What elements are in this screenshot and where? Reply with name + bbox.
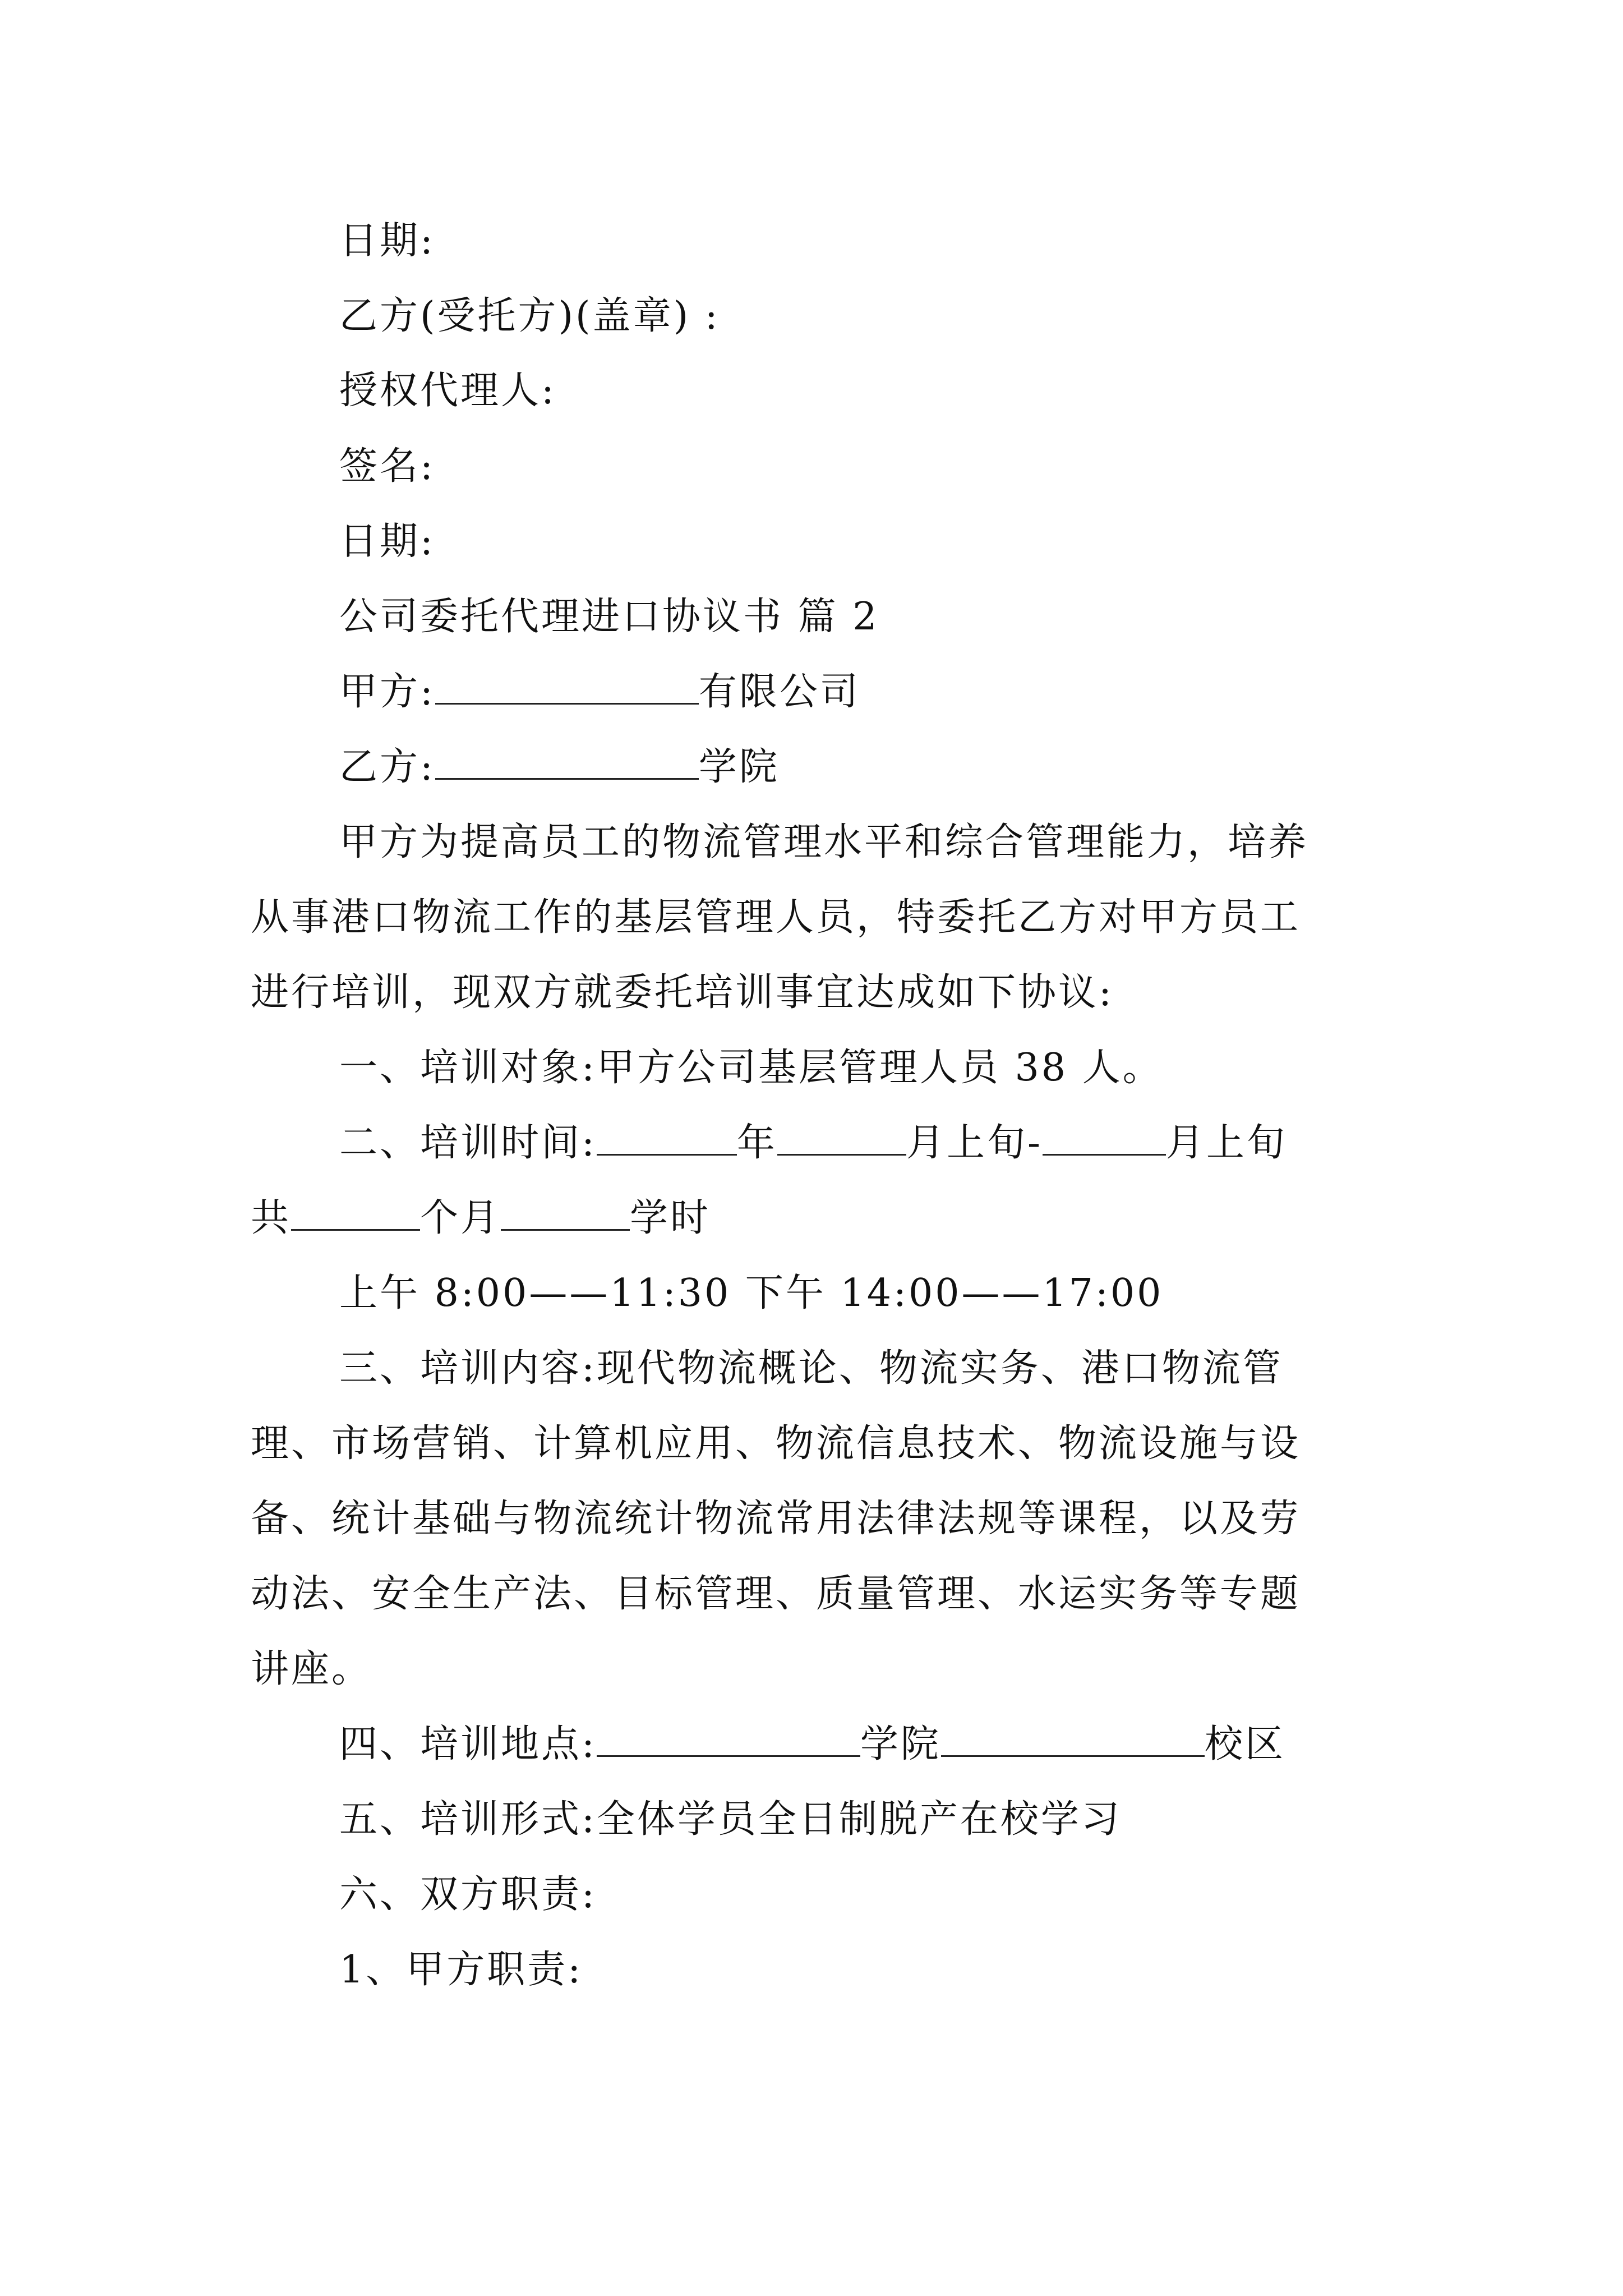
signature-label: 签名:	[339, 444, 435, 489]
clause-3-content-line: 动法、安全生产法、目标管理、质量管理、水运实务等专题	[251, 1572, 1301, 1616]
clause-2-label: 二、培训时间:	[339, 1121, 597, 1165]
clause-3-content-line: 理、市场营销、计算机应用、物流信息技术、物流设施与设	[251, 1421, 1301, 1466]
party-a-blank	[435, 670, 699, 705]
body-paragraph-line: 进行培训，现双方就委托培训事宜达成如下协议:	[251, 970, 1114, 1015]
end-month-label: 月上旬	[1165, 1121, 1287, 1165]
party-a-line	[339, 670, 860, 715]
clause-4-label: 四、培训地点:	[339, 1722, 597, 1766]
months-label: 个月	[420, 1196, 501, 1240]
clause-3-content-line: 三、培训内容:现代物流概论、物流实务、港口物流管	[339, 1346, 1283, 1391]
clause-2-duration-line	[251, 1196, 711, 1241]
party-b-label: 乙方:	[339, 745, 435, 789]
clause-3-content-line: 讲座。	[251, 1647, 372, 1691]
college-blank	[597, 1723, 860, 1757]
college-label: 学院	[860, 1722, 941, 1766]
body-paragraph-line: 从事港口物流工作的基层管理人员，特委托乙方对甲方员工	[251, 895, 1301, 940]
clause-5-format: 五、培训形式:全体学员全日制脱产在校学习	[339, 1797, 1122, 1842]
clause-3-content-line: 备、统计基础与物流统计物流常用法律法规等课程，以及劳	[251, 1497, 1301, 1541]
party-b-seal-label: 乙方(受托方)(盖章) :	[339, 294, 720, 338]
date-label-1: 日期:	[339, 219, 435, 263]
clause-4-location-line	[339, 1722, 1285, 1767]
clause-6-heading: 六、双方职责:	[339, 1872, 597, 1917]
start-month-blank	[777, 1121, 906, 1156]
clause-1-trainees: 一、培训对象:甲方公司基层管理人员 38 人。	[339, 1046, 1163, 1090]
total-label: 共	[251, 1196, 292, 1240]
section-title: 公司委托代理进口协议书 篇 2	[339, 595, 879, 639]
party-b-line	[339, 745, 780, 790]
party-a-label: 甲方:	[339, 670, 435, 714]
clause-2-time-line	[339, 1121, 1287, 1166]
months-blank	[291, 1197, 420, 1231]
year-blank	[597, 1121, 737, 1156]
hours-blank	[501, 1197, 630, 1231]
year-label: 年	[736, 1121, 777, 1165]
date-label-2: 日期:	[339, 519, 435, 564]
clause-6-1-heading: 1、甲方职责:	[339, 1948, 583, 1992]
campus-blank	[941, 1723, 1205, 1757]
authorized-agent-label: 授权代理人:	[339, 369, 556, 413]
end-month-blank	[1043, 1121, 1166, 1156]
campus-label: 校区	[1204, 1722, 1285, 1766]
party-b-suffix: 学院	[698, 745, 780, 789]
party-b-blank	[435, 746, 699, 780]
schedule-line: 上午 8:00——11:30 下午 14:00——17:00	[339, 1271, 1164, 1315]
body-paragraph-line: 甲方为提高员工的物流管理水平和综合管理能力，培养	[339, 820, 1309, 864]
party-a-suffix: 有限公司	[698, 670, 860, 714]
hours-label: 学时	[630, 1196, 711, 1240]
start-month-label: 月上旬-	[906, 1121, 1043, 1165]
